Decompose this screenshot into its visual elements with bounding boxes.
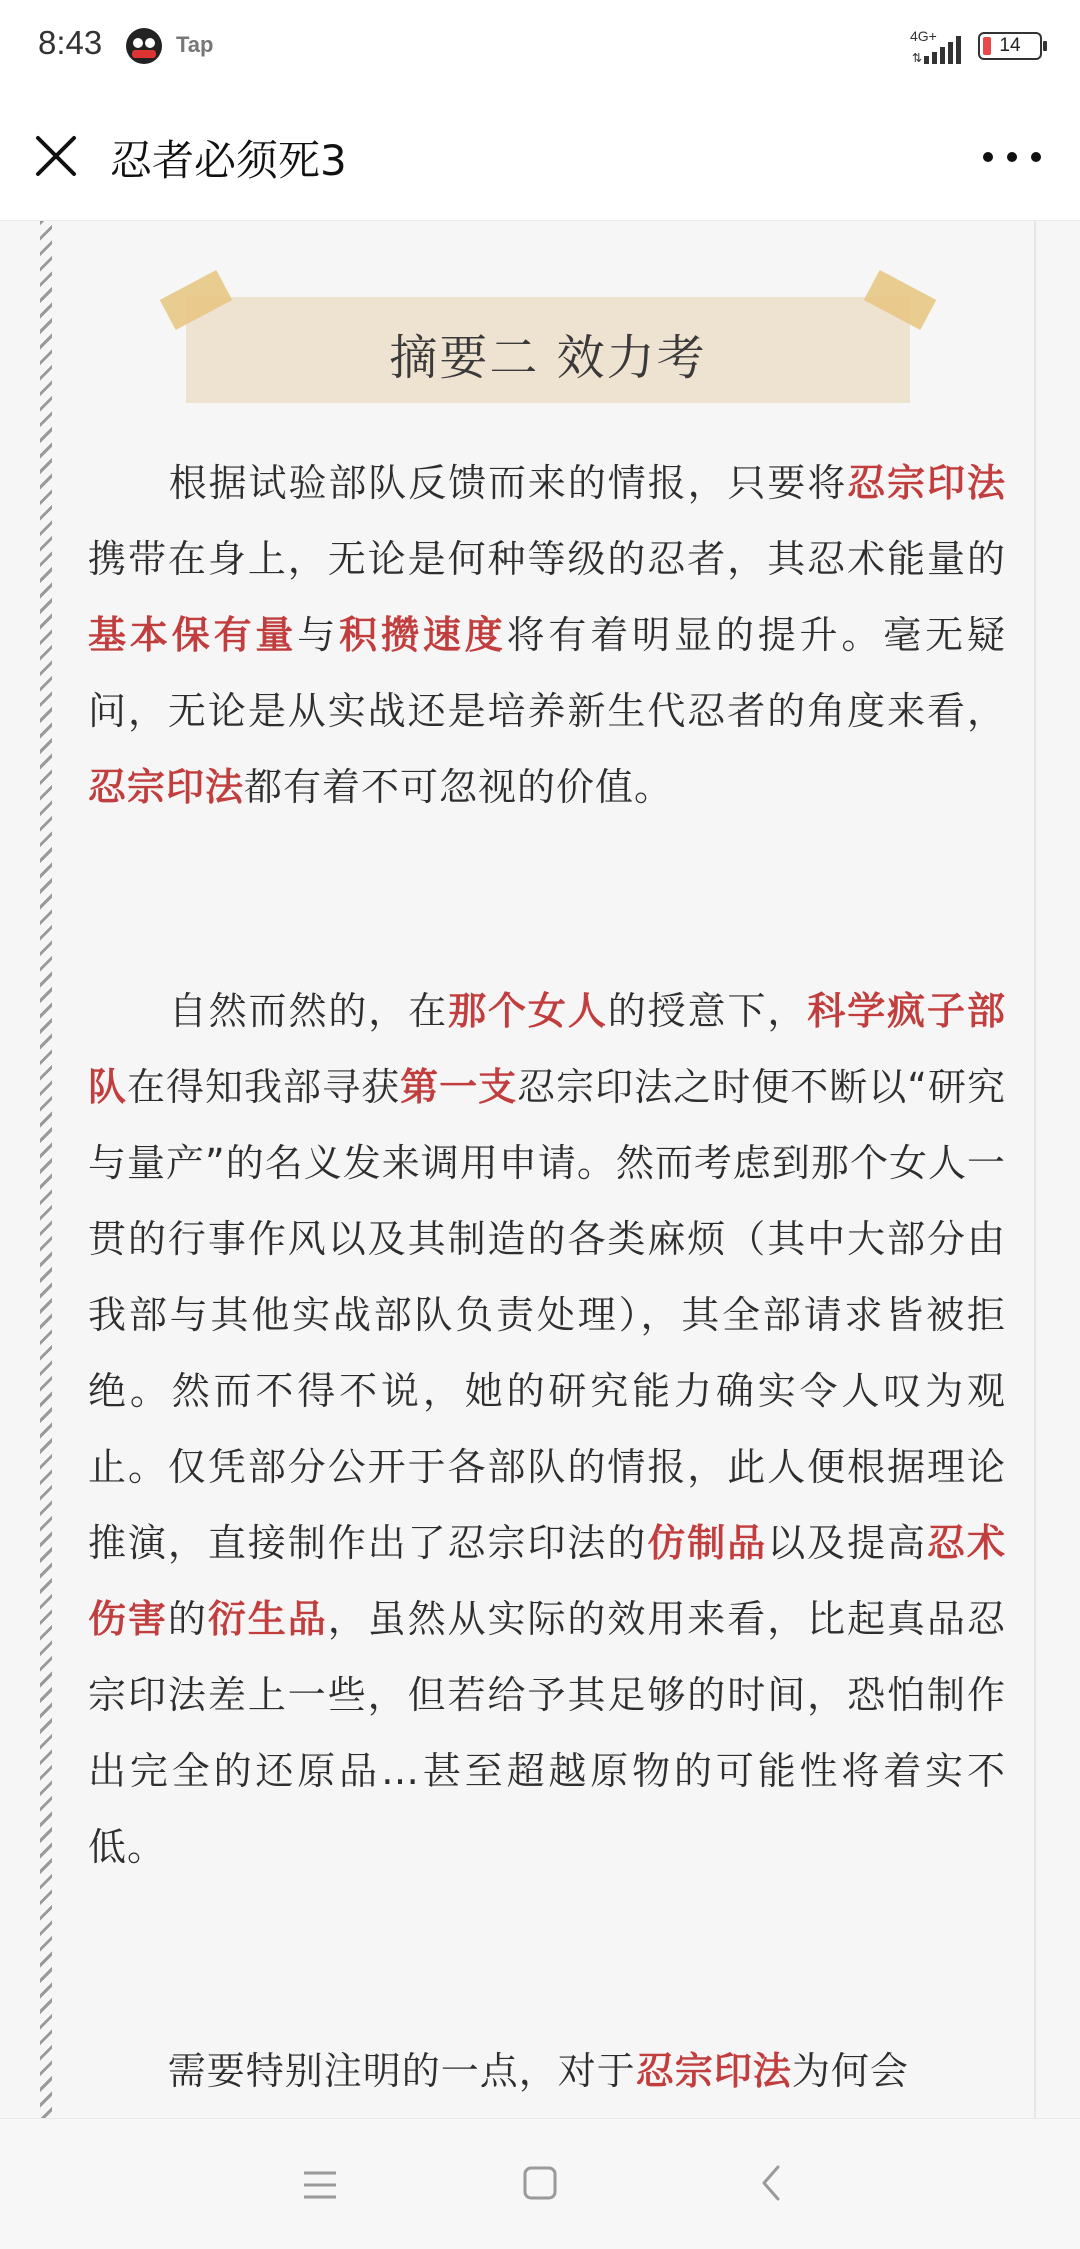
paragraph-text: 携带在身上，无论是何种等级的忍者，其忍术能量的 <box>88 537 1006 581</box>
battery-icon <box>978 32 1042 60</box>
signal-bars-icon <box>910 28 970 68</box>
paragraph-text: 在得知我部寻获 <box>127 1065 401 1109</box>
highlighted-term: 积攒速度 <box>339 613 507 657</box>
close-icon[interactable] <box>26 126 86 186</box>
back-chevron-icon[interactable] <box>756 2161 786 2205</box>
section-title: 摘要二 效力考 <box>389 330 707 386</box>
highlighted-term: 科学疯子部队 <box>88 989 1006 1109</box>
paragraph-text: 以及提高 <box>767 1521 927 1565</box>
paragraph-text: ，虽然从实际的效用来看，比起真品忍宗印法差上一些，但若给予其足够的时间，恐怕制作出完全的还原品…甚至超越原物的可能性将着实不低。 <box>88 1597 1006 1869</box>
home-square-icon[interactable] <box>520 2163 560 2203</box>
app-header <box>0 92 1080 221</box>
paragraph-text: 的授意下， <box>607 989 808 1033</box>
network-type-label: 4G+ <box>910 28 937 44</box>
status-app-label: Tap <box>176 32 214 57</box>
paragraph-text: 为何会 <box>791 2049 909 2093</box>
paragraph-text: 需要特别注明的一点，对于 <box>167 2049 636 2093</box>
highlighted-term: 那个女人 <box>448 989 608 1033</box>
paragraph-3 <box>88 2033 1006 2109</box>
highlighted-term: 忍宗印法 <box>635 2049 792 2093</box>
paragraph-2 <box>88 973 1006 1885</box>
section-title-banner <box>186 297 910 403</box>
right-border <box>1034 221 1036 2118</box>
highlighted-term: 仿制品 <box>647 1521 768 1565</box>
highlighted-term: 忍宗印法 <box>847 461 1006 505</box>
highlighted-term: 第一支 <box>400 1065 518 1109</box>
paragraph-text: 根据试验部队反馈而来的情报，只要将 <box>167 461 848 505</box>
battery-level: 14 <box>999 35 1021 56</box>
paragraph-text: 都有着不可忽视的价值。 <box>244 765 674 809</box>
svg-text:⇅: ⇅ <box>912 51 923 65</box>
paragraph-text: 的 <box>167 1597 208 1641</box>
status-time: 8:43 <box>38 24 103 61</box>
highlighted-term: 忍术伤害 <box>88 1521 1006 1641</box>
article-content[interactable] <box>0 221 1080 2118</box>
signal-icon <box>910 28 970 68</box>
menu-lines-icon[interactable] <box>298 2165 342 2205</box>
page-title: 忍者必须死3 <box>110 136 347 185</box>
system-nav-bar <box>0 2118 1080 2249</box>
highlighted-term: 忍宗印法 <box>88 765 245 809</box>
tap-app-icon <box>124 26 164 66</box>
paragraph-text: 与 <box>297 613 340 657</box>
paragraph-text: 将有着明显的提升。毫无疑问，无论是从实战还是培养新生代忍者的角度来看， <box>88 613 1006 733</box>
highlighted-term: 基本保有量 <box>88 613 298 657</box>
dashed-border-decoration <box>40 221 52 2118</box>
more-dots-icon[interactable] <box>972 132 1052 182</box>
highlighted-term: 衍生品 <box>207 1597 328 1641</box>
paragraph-text: 自然而然的，在 <box>167 989 449 1033</box>
status-bar <box>0 0 1080 92</box>
paragraph-text: 忍宗印法之时便不断以“研究与量产”的名义发来调用申请。然而考虑到那个女人一贯的行事作风以及其制造的各类麻烦（其中大部分由我部与其他实战部队负责处理），其全部请求皆被拒绝。然而不得不说，她的研究能力确实令人叹为观止。仅凭部分公开于各部队的情报，此人便根据理论推演，直接制作出了忍宗印法的 <box>88 1065 1006 1565</box>
paragraph-1 <box>88 445 1006 825</box>
